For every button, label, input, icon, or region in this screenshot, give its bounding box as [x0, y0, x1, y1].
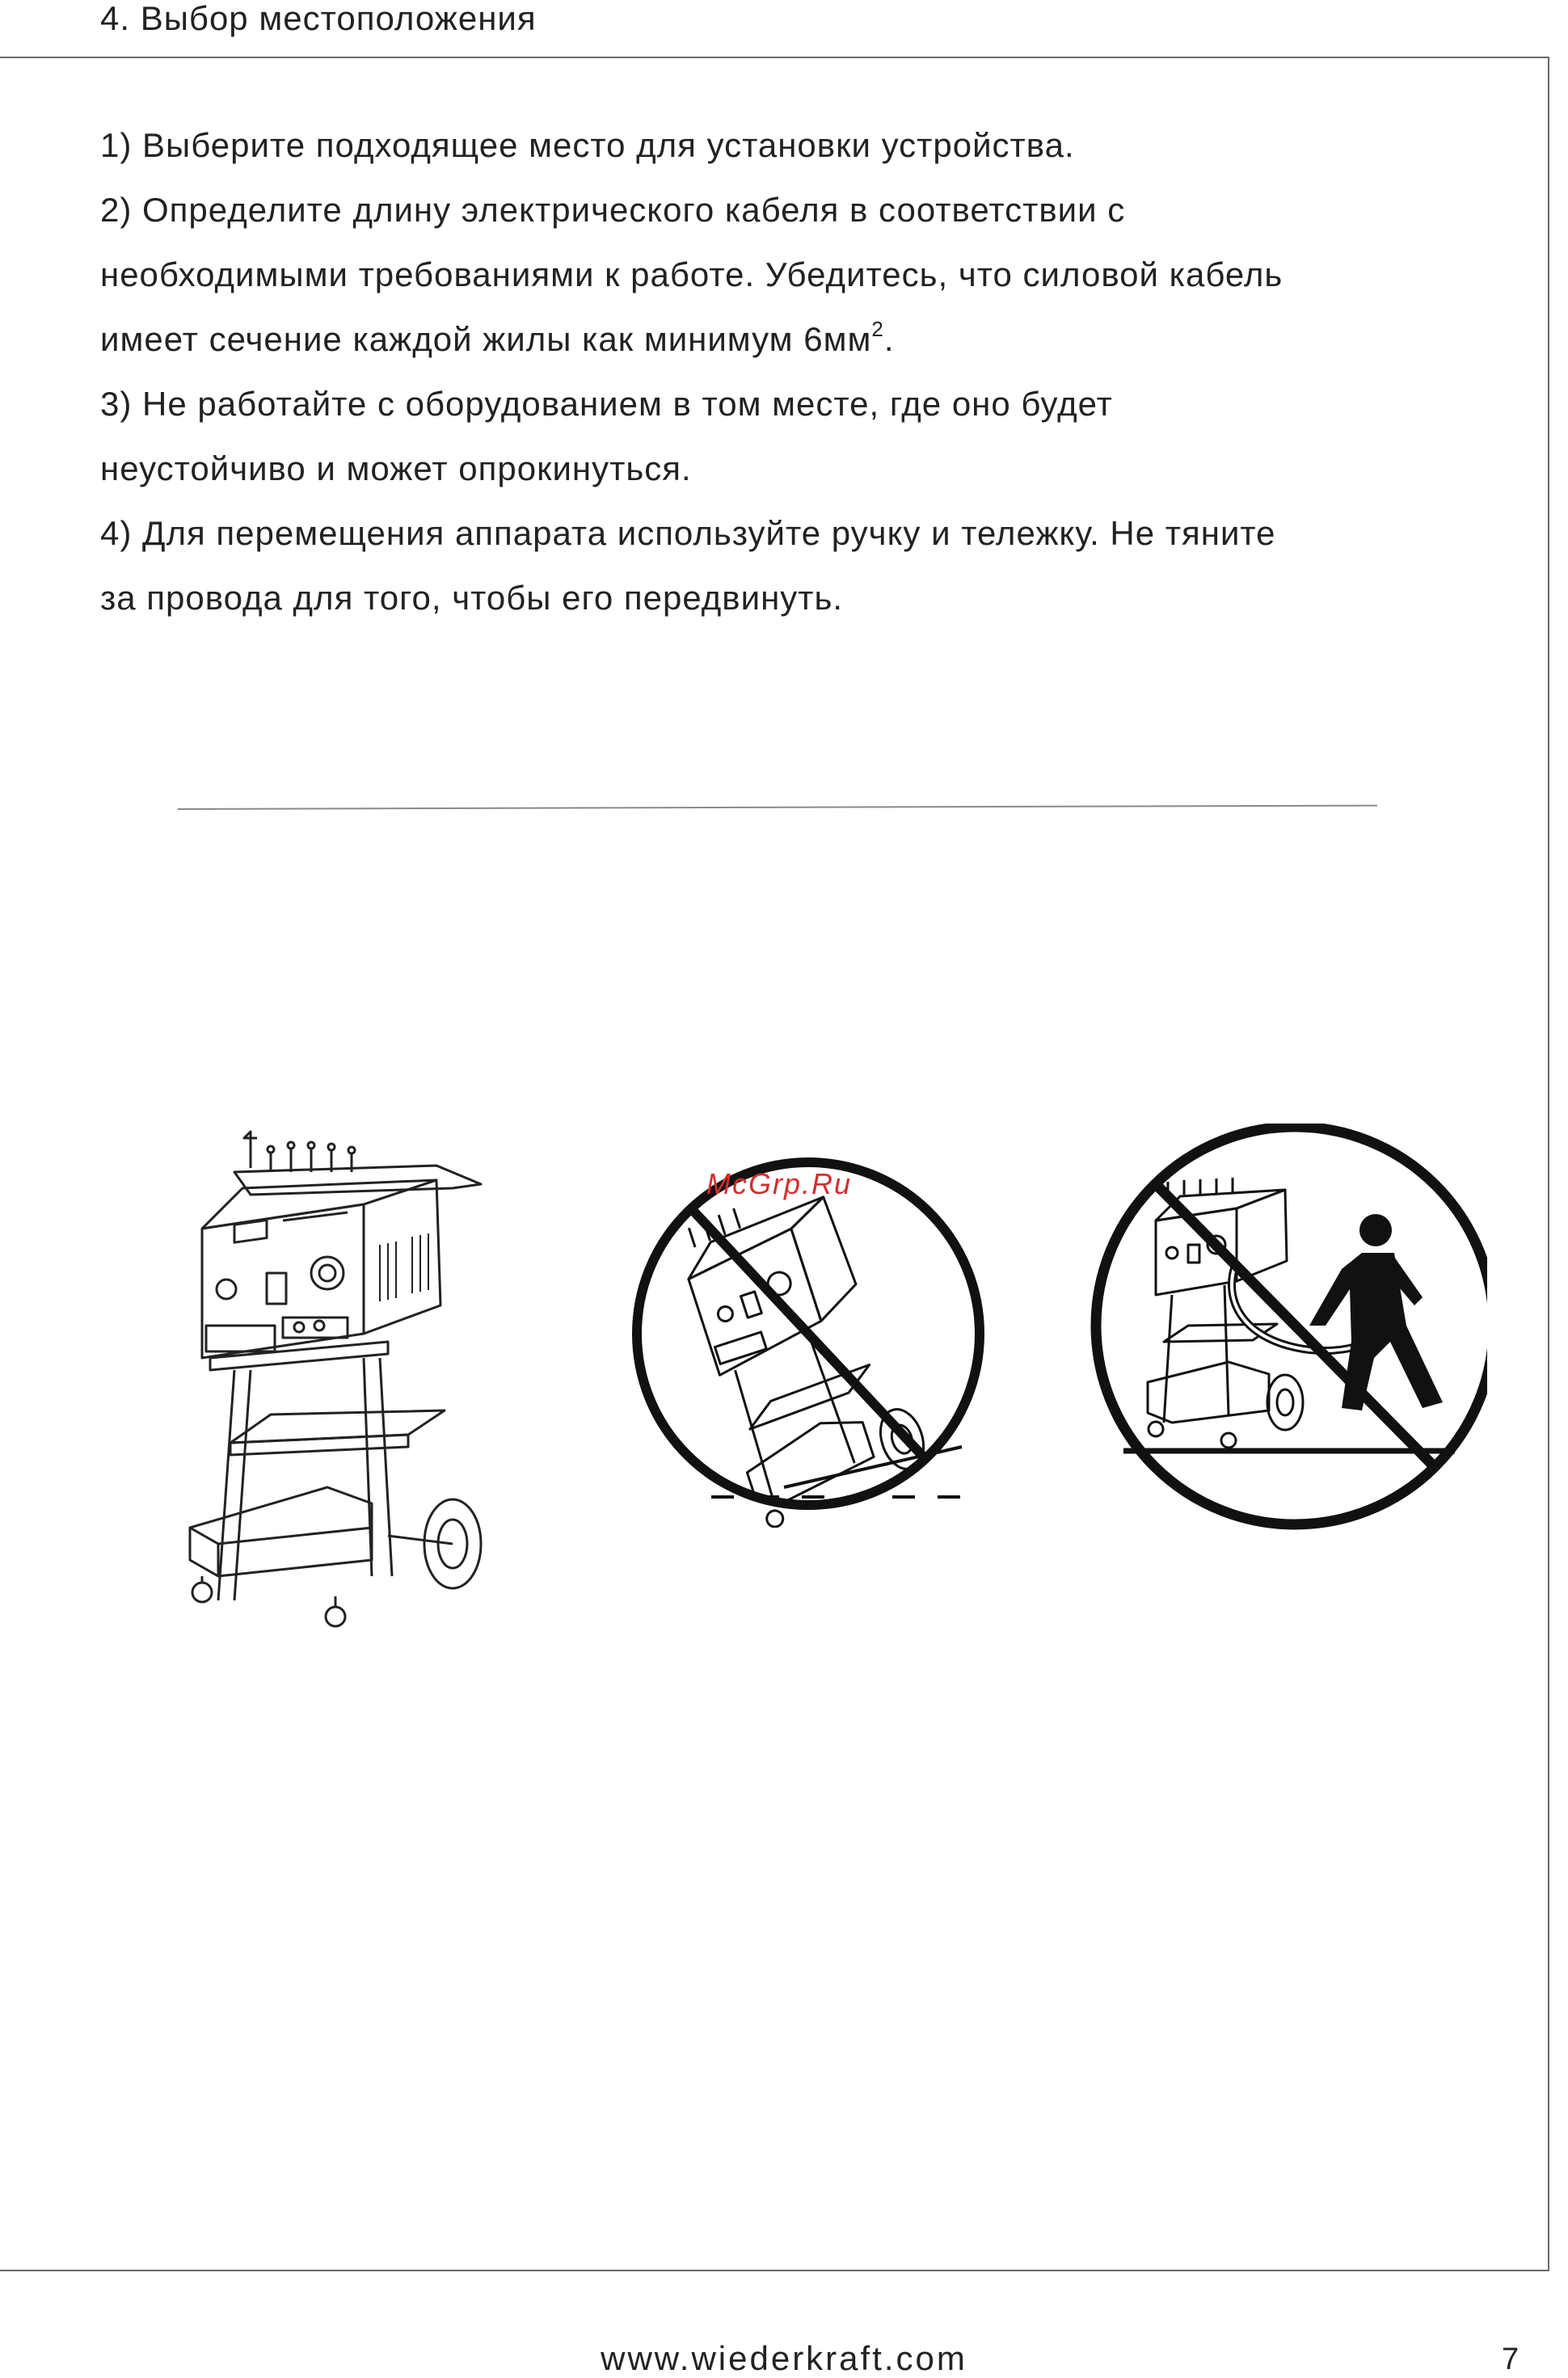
no-cable-pull-illustration: [1067, 1124, 1487, 1544]
instruction-2-line-3-text: имеет сечение каждой жилы как минимум 6мм: [100, 320, 872, 358]
instructions-block: [100, 113, 1523, 630]
instruction-3-line-2: неустойчиво и может опрокинуться.: [100, 449, 692, 487]
instruction-4-line-1: 4) Для перемещения аппарата используйте ручку и тележку. Не тяните: [100, 514, 1276, 552]
section-title: 4. Выбор местоположения: [100, 0, 537, 37]
page-number: 7: [1502, 2342, 1520, 2376]
welder-cart-illustration: [178, 1124, 501, 1649]
footer-url: www.wiederkraft.com: [601, 2339, 967, 2377]
instruction-2-end: .: [883, 320, 895, 358]
instruction-4-line-2: за провода для того, чтобы его передвинуть.: [100, 579, 844, 617]
watermark: McGrp.Ru: [706, 1167, 853, 1200]
instruction-2-line-1: 2) Определите длину электрического кабеля в соответствии с: [100, 191, 1126, 229]
superscript-2: 2: [871, 317, 884, 341]
instruction-1: 1) Выберите подходящее место для установки устройства.: [100, 126, 1075, 164]
instruction-2-line-3: [100, 307, 1523, 372]
instruction-3-line-1: 3) Не работайте с оборудованием в том месте, где оно будет: [100, 385, 1113, 423]
instruction-2-line-2: необходимыми требованиями к работе. Убедитесь, что силовой кабель: [100, 255, 1283, 293]
